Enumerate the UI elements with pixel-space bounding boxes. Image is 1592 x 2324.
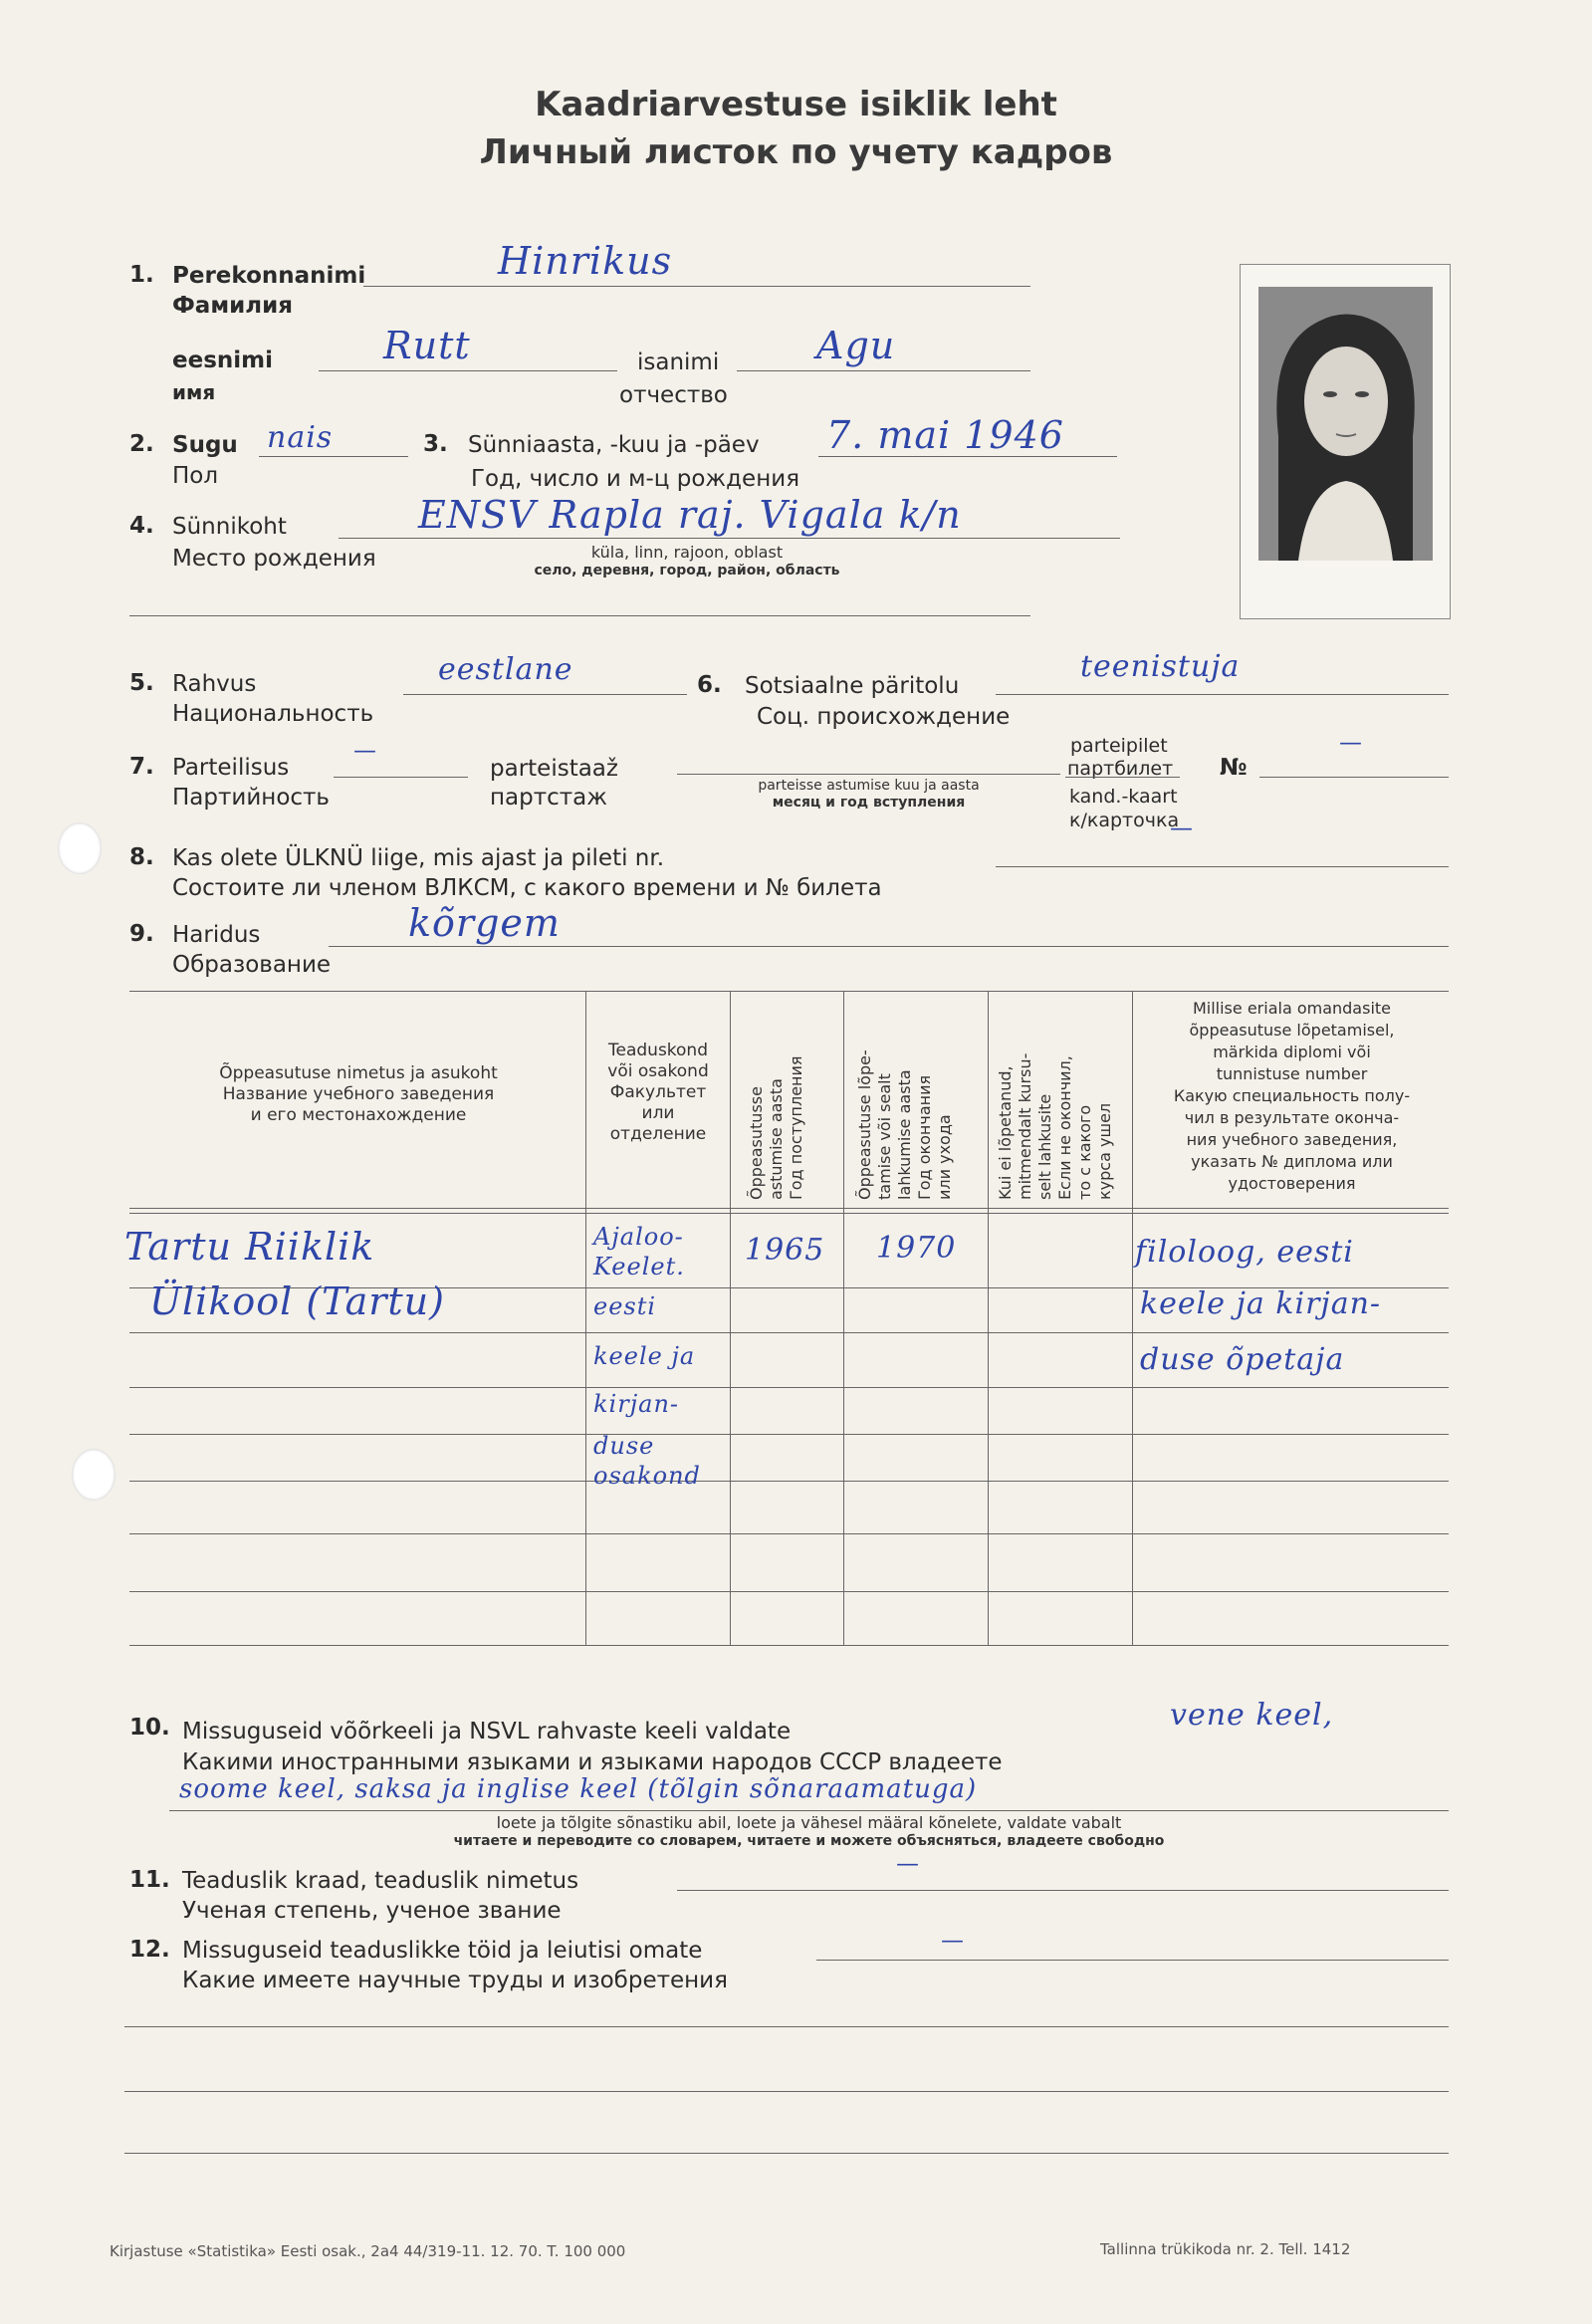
birthplace-hint: küla, linn, rajoon, oblast <box>590 543 784 562</box>
portrait-photo <box>1258 287 1433 561</box>
komsomol-label: Kas olete ÜLKNÜ liige, mis ajast ja pileti nr. <box>172 845 665 871</box>
entry-year-value: 1965 <box>745 1233 825 1268</box>
underline <box>1065 777 1180 778</box>
first-name-label: eesnimi <box>172 348 273 373</box>
faculty-line: Ajaloo- <box>593 1223 684 1251</box>
languages-value-1: vene keel, <box>1170 1698 1334 1733</box>
header-end-year: Õppeasutuse lõpe- tamise või sealt lahkumise aasta Год окончания или ухода <box>855 1049 954 1200</box>
table-border <box>129 991 1449 992</box>
header-faculty: Teaduskond või osakond Факультет или отделение <box>607 1041 709 1144</box>
header-course-left: Kui ei lõpetanud, mitmendalt kursu- selt lahkusite Если не окончил, то с какого курса ушел <box>996 1052 1114 1200</box>
works-label: Missuguseid teaduslikke töid ja leiutisi omate <box>182 1938 703 1964</box>
row-line <box>129 1591 1449 1592</box>
faculty-line: osakond <box>593 1462 701 1490</box>
birthplace-hint-ru: село, деревня, город, район, область <box>534 563 840 579</box>
specialty-line: duse õpetaja <box>1140 1342 1345 1377</box>
punch-hole <box>58 822 102 874</box>
row-line <box>129 1434 1449 1435</box>
birthdate-label: Sünniaasta, -kuu ja -päev <box>468 432 760 458</box>
patronymic-label-ru: отчество <box>619 382 728 408</box>
candidate-card-value: — <box>1170 815 1193 841</box>
header-end-cell <box>850 1001 985 1200</box>
party-card-label-ru: партбилет <box>1067 758 1174 780</box>
underline <box>363 286 1030 287</box>
field-number: 11. <box>129 1867 170 1893</box>
faculty-line: keele ja <box>593 1342 696 1370</box>
field-number: 3. <box>423 431 448 457</box>
field-number: 10. <box>129 1715 170 1741</box>
first-name-value: Rutt <box>383 324 471 367</box>
sex-value: nais <box>267 420 334 455</box>
field-number: 2. <box>129 431 154 457</box>
underline <box>129 615 1030 616</box>
works-value: — <box>941 1928 964 1954</box>
surname-value: Hinrikus <box>498 239 673 283</box>
first-name-label-ru: имя <box>172 380 216 404</box>
patronymic-value: Agu <box>816 324 896 367</box>
underline <box>339 538 1120 539</box>
education-label-ru: Образование <box>172 952 332 978</box>
education-value: kõrgem <box>408 901 561 945</box>
specialty-line: filoloog, eesti <box>1135 1235 1354 1270</box>
field-number: 7. <box>129 754 154 780</box>
nationality-label: Rahvus <box>172 671 257 697</box>
footer-printer: Tallinna trükikoda nr. 2. Tell. 1412 <box>1100 2240 1351 2258</box>
row-line <box>129 1332 1449 1333</box>
nationality-label-ru: Национальность <box>172 701 374 727</box>
field-number: 8. <box>129 844 154 870</box>
social-origin-value: teenistuja <box>1080 649 1241 684</box>
surname-label-ru: Фамилия <box>172 293 293 319</box>
table-border <box>129 1645 1449 1646</box>
underline <box>996 694 1449 695</box>
social-origin-label: Sotsiaalne päritolu <box>745 673 960 699</box>
sex-label: Sugu <box>172 432 238 458</box>
table-border <box>1132 991 1133 1645</box>
degree-label-ru: Ученая степень, ученое звание <box>182 1898 562 1924</box>
languages-value-2: soome keel, saksa ja inglise keel (tõlgin sõnaraamatuga) <box>179 1774 978 1804</box>
candidate-card-label-ru: к/карточка <box>1069 810 1180 831</box>
underline <box>319 370 617 371</box>
underline <box>677 1890 1449 1891</box>
birthplace-label: Sünnikoht <box>172 514 287 540</box>
table-border <box>843 991 844 1645</box>
title-et: Kaadriarvestuse isiklik leht <box>535 85 1057 124</box>
party-label-ru: Партийность <box>172 785 330 811</box>
degree-label: Teaduslik kraad, teaduslik nimetus <box>182 1868 579 1894</box>
underline <box>259 456 408 457</box>
party-hint: parteisse astumise kuu ja aasta <box>758 778 980 794</box>
end-year-value: 1970 <box>876 1231 957 1266</box>
degree-value: — <box>896 1851 919 1877</box>
blank-line <box>124 2153 1449 2154</box>
table-border <box>129 1208 1449 1209</box>
faculty-line: eesti <box>593 1292 657 1320</box>
faculty-line: kirjan- <box>593 1390 680 1418</box>
birthdate-value: 7. mai 1946 <box>826 413 1064 457</box>
underline <box>737 370 1030 371</box>
party-card-label: parteipilet <box>1070 735 1168 757</box>
birthplace-value: ENSV Rapla raj. Vigala k/n <box>418 493 962 537</box>
blank-line <box>124 2026 1449 2027</box>
languages-label-ru: Какими иностранными языками и языками народов СССР владеете <box>182 1749 1003 1775</box>
faculty-line: Keelet. <box>593 1253 685 1280</box>
title-ru: Личный листок по учету кадров <box>479 132 1113 172</box>
table-border <box>730 991 731 1645</box>
field-number: 5. <box>129 670 154 696</box>
field-number: 4. <box>129 513 154 539</box>
faculty-line: duse <box>593 1432 655 1460</box>
row-line <box>129 1481 1449 1482</box>
birthplace-label-ru: Место рождения <box>172 546 376 572</box>
photo-frame <box>1240 264 1451 619</box>
header-specialty: Millise eriala omandasite õppeasutuse lõpetamisel, märkida diplomi või tunnistuse number Какую специальность полу- чил в результате оконча- ния учебного заведения, указать № диплома или удостоверения <box>1173 999 1411 1193</box>
underline <box>1259 777 1449 778</box>
underline <box>677 774 1060 775</box>
party-value: — <box>353 738 376 764</box>
surname-label: Perekonnanimi <box>172 263 366 289</box>
candidate-card-label: kand.-kaart <box>1069 786 1178 808</box>
header-entry-year: Õppeasutusse astumise aasta Год поступления <box>747 1055 805 1200</box>
table-border <box>988 991 989 1645</box>
party-stage-label: parteistaaž <box>490 756 618 782</box>
field-number: 9. <box>129 921 154 947</box>
table-border <box>129 1213 1449 1214</box>
languages-hint-ru: читаете и переводите со словарем, читаете и можете объясняться, владеете свободно <box>453 1833 1165 1849</box>
underline <box>996 866 1449 867</box>
field-number: 12. <box>129 1937 170 1963</box>
underline <box>329 946 1449 947</box>
nationality-value: eestlane <box>438 652 573 687</box>
header-institution: Õppeasutuse nimetus ja asukoht Название учебного заведения и его местонахождение <box>219 1063 498 1125</box>
number-sign: № <box>1220 755 1248 781</box>
institution-line-2: Ülikool (Tartu) <box>149 1279 445 1323</box>
underline <box>334 777 468 778</box>
social-origin-label-ru: Соц. происхождение <box>757 704 1011 730</box>
blank-line <box>124 2091 1449 2092</box>
komsomol-label-ru: Состоите ли членом ВЛКСМ, с какого времени и № билета <box>172 875 882 901</box>
party-stage-label-ru: партстаж <box>490 785 607 811</box>
header-course-cell <box>994 1001 1128 1200</box>
patronymic-label: isanimi <box>637 349 720 375</box>
education-label: Haridus <box>172 922 261 948</box>
sex-label-ru: Пол <box>172 463 219 489</box>
underline <box>403 694 687 695</box>
underline <box>169 1810 1449 1811</box>
party-hint-ru: месяц и год вступления <box>772 795 966 811</box>
field-number: 1. <box>129 262 154 288</box>
institution-line-1: Tartu Riiklik <box>124 1225 375 1269</box>
party-card-value: — <box>1339 730 1362 756</box>
row-line <box>129 1387 1449 1388</box>
party-label: Parteilisus <box>172 755 290 781</box>
field-number: 6. <box>697 672 722 698</box>
punch-hole <box>72 1449 115 1501</box>
footer-publisher: Kirjastuse «Statistika» Eesti osak., 2a4 44/319-11. 12. 70. T. 100 000 <box>110 2242 626 2260</box>
languages-label: Missuguseid võõrkeeli ja NSVL rahvaste keeli valdate <box>182 1719 792 1744</box>
birthdate-label-ru: Год, число и м-ц рождения <box>471 466 800 492</box>
works-label-ru: Какие имеете научные труды и изобретения <box>182 1968 728 1993</box>
table-border <box>585 991 586 1645</box>
header-entry-cell <box>737 1001 836 1200</box>
specialty-line: keele ja kirjan- <box>1140 1286 1382 1321</box>
underline <box>816 1960 1449 1961</box>
languages-hint: loete ja tõlgite sõnastiku abil, loete ja vähesel määral kõnelete, valdate vabalt <box>496 1813 1122 1832</box>
row-line <box>129 1533 1449 1534</box>
